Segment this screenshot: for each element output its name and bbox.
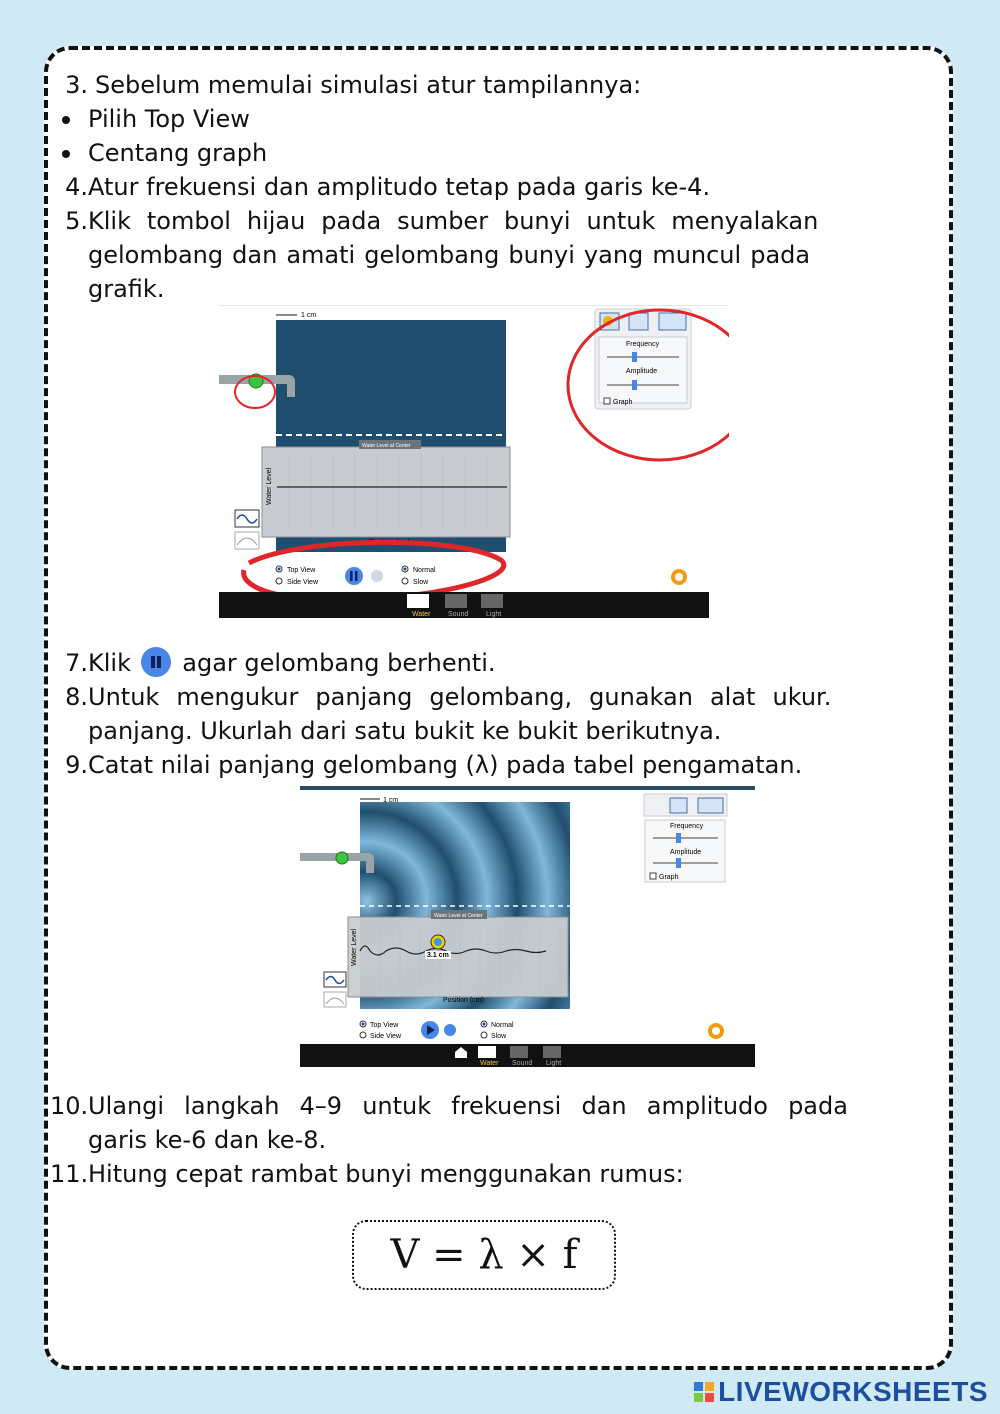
graph-ylabel: Water Level xyxy=(351,928,358,966)
amplitude-label: Amplitude xyxy=(670,849,702,856)
frequency-label: Frequency xyxy=(670,823,704,830)
brand-name: LIVEWORKSHEETS xyxy=(718,1376,988,1407)
graph-ylabel: Water Level xyxy=(266,467,273,505)
step-5-line-2: gelombang dan amati gelombang bunyi yang muncul pada xyxy=(88,241,811,269)
graph-checkbox-label: Graph xyxy=(659,874,679,881)
logo-icon xyxy=(694,1382,714,1402)
step-8-number: 8. xyxy=(65,683,88,711)
liveworksheets-logo xyxy=(694,1376,988,1408)
graph-xlabel: Position (cm) xyxy=(369,539,410,546)
nav-water: Water xyxy=(480,1060,499,1067)
graph-xlabel: Position (cm) xyxy=(443,997,484,1004)
bullet-graph: Centang graph xyxy=(88,139,268,167)
amplitude-label: Amplitude xyxy=(626,368,658,375)
normal-option: Normal xyxy=(413,567,436,574)
step-10-number: 10. xyxy=(50,1092,89,1120)
step-11-text: Hitung cepat rambat bunyi menggunakan rumus: xyxy=(88,1160,684,1188)
step-8-line-2: panjang. Ukurlah dari satu bukit ke bukit berikutnya. xyxy=(88,717,722,745)
measure-label: 3.1 cm xyxy=(427,952,449,959)
frequency-label: Frequency xyxy=(626,341,660,348)
nav-sound: Sound xyxy=(448,611,469,618)
step-11-number: 11. xyxy=(50,1160,89,1188)
step-9-text: Catat nilai panjang gelombang (λ) pada tabel pengamatan. xyxy=(88,751,803,779)
graph-title: Water Level at Center xyxy=(362,443,411,449)
step-3-number: 3. xyxy=(65,71,88,99)
side-view-option: Side View xyxy=(370,1033,402,1040)
step-10-line-2: garis ke-6 dan ke-8. xyxy=(88,1126,327,1154)
velocity-formula: V = λ × f xyxy=(352,1220,616,1290)
nav-water: Water xyxy=(412,611,431,618)
nav-sound: Sound xyxy=(512,1060,533,1067)
step-7-number: 7. xyxy=(65,649,88,677)
step-8-line-1: Untuk mengukur panjang gelombang, gunakan alat ukur. xyxy=(88,683,832,711)
step-3-text: Sebelum memulai simulasi atur tampilannya: xyxy=(95,71,642,99)
slow-option: Slow xyxy=(491,1033,507,1040)
bullet-dot xyxy=(62,150,70,158)
step-10-line-1: Ulangi langkah 4–9 untuk frekuensi dan amplitudo pada xyxy=(88,1092,848,1120)
step-5-line-3: grafik. xyxy=(88,275,165,303)
pause-icon xyxy=(141,647,171,677)
step-9-number: 9. xyxy=(65,751,88,779)
step-4-text: Atur frekuensi dan amplitudo tetap pada garis ke-4. xyxy=(88,173,711,201)
step-5-line-1: Klik tombol hijau pada sumber bunyi untuk menyalakan xyxy=(88,207,819,235)
nav-light: Light xyxy=(546,1060,562,1067)
graph-checkbox-label: Graph xyxy=(613,399,633,406)
simulation-graphic xyxy=(300,786,755,1067)
graph-title: Water Level at Center xyxy=(434,913,483,919)
scale-label: 1 cm xyxy=(383,797,399,804)
simulation-graphic xyxy=(219,305,729,618)
simulation-screenshot-1 xyxy=(219,305,729,618)
step-5-number: 5. xyxy=(65,207,88,235)
top-view-option: Top View xyxy=(370,1022,399,1029)
bullet-top-view: Pilih Top View xyxy=(88,105,250,133)
bullet-dot xyxy=(62,116,70,124)
step-7-post: agar gelombang berhenti. xyxy=(182,649,496,677)
slow-option: Slow xyxy=(413,579,429,586)
top-view-option: Top View xyxy=(287,567,316,574)
side-view-option: Side View xyxy=(287,579,319,586)
step-7-text xyxy=(88,646,496,680)
simulation-screenshot-2 xyxy=(300,786,755,1067)
step-7-pre: Klik xyxy=(88,649,131,677)
normal-option: Normal xyxy=(491,1022,514,1029)
nav-light: Light xyxy=(486,611,502,618)
step-4-number: 4. xyxy=(65,173,88,201)
scale-label: 1 cm xyxy=(301,312,317,319)
